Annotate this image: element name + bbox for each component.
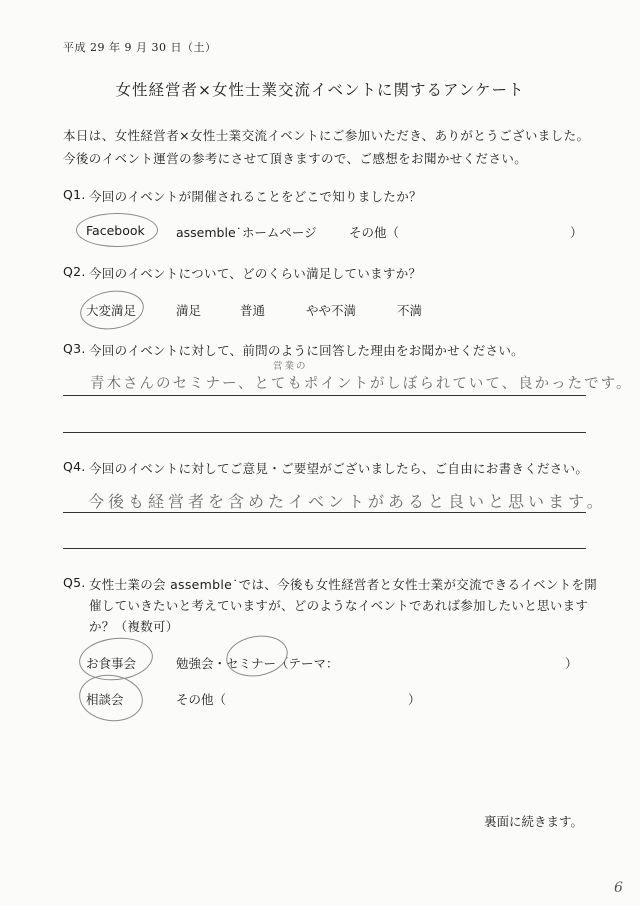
q5-consultation-selection-circle xyxy=(76,671,146,725)
page-number: 6 xyxy=(614,880,623,896)
q1-text: 今回のイベントが開催されることをどこで知りましたか？ xyxy=(89,189,422,204)
q5-option-consultation[interactable]: 相談会 xyxy=(86,692,124,707)
q3-text: 今回のイベントに対して、前問のように回答した理由をお聞かせください。 xyxy=(89,343,524,358)
q2-text: 今回のイベントについて、どのくらい満足していますか？ xyxy=(89,266,422,281)
q2-option-neutral[interactable]: 普通 xyxy=(240,303,266,318)
q1-option-facebook[interactable]: Facebook xyxy=(86,223,145,238)
q2-selection-circle xyxy=(78,287,147,334)
q4-answer-line-1[interactable] xyxy=(63,512,586,513)
date: 平成 29 年 9 月 30 日（土） xyxy=(63,41,217,54)
q3-answer: 青木さんのセミナー、とてもポイントがしぼられていて、良かったです。 xyxy=(90,376,633,392)
q1-option-homepage[interactable]: assemble˙ホームページ xyxy=(176,225,317,240)
q5-option-other[interactable]: その他（ xyxy=(176,692,227,707)
q2-option-somewhat-dissatisfied[interactable]: やや不満 xyxy=(306,303,357,318)
q3-answer-line-2[interactable] xyxy=(63,432,586,433)
q2-option-satisfied[interactable]: 満足 xyxy=(176,303,202,318)
q4-text: 今回のイベントに対してご意見・ご要望がございましたら、ご自由にお書きください。 xyxy=(89,461,589,476)
q5-text-line-1: 女性士業の会 assemble˙では、今後も女性経営者と女性士業が交流できるイベントを開 xyxy=(89,577,598,592)
q4-answer: 今後も経営者を含めたイベントがあると良いと思います。 xyxy=(88,492,607,511)
q3-label: Q3. xyxy=(63,341,86,356)
q4-answer-line-2[interactable] xyxy=(63,548,586,549)
q3-answer-line-1[interactable] xyxy=(63,395,586,396)
q1-label: Q1. xyxy=(63,187,86,202)
q5-seminar-selection-circle xyxy=(223,631,291,681)
q5-option-dinner[interactable]: お食事会 xyxy=(86,656,137,671)
intro-line-2: 今後のイベント運営の参考にさせて頂きますので、ご感想をお聞かせください。 xyxy=(63,151,528,166)
q2-label: Q2. xyxy=(63,264,86,279)
q1-option-other[interactable]: その他（ xyxy=(349,225,400,240)
q5-option-other-close: ） xyxy=(408,692,421,707)
q1-option-other-close: ） xyxy=(570,225,583,240)
intro-line-1: 本日は、女性経営者×女性士業交流イベントにご参加いただき、ありがとうございました。 xyxy=(63,128,590,143)
q2-option-dissatisfied[interactable]: 不満 xyxy=(397,303,423,318)
q4-label: Q4. xyxy=(63,459,86,474)
q5-option-seminar[interactable]: 勉強会・セミナー（テーマ： xyxy=(176,656,339,671)
continue-note: 裏面に続きます。 xyxy=(484,814,584,829)
q3-answer-insert: 営業の xyxy=(273,361,308,372)
q5-text-line-3: か？（複数可） xyxy=(89,619,179,634)
page-title: 女性経営者×女性士業交流イベントに関するアンケート xyxy=(115,81,525,99)
q5-label: Q5. xyxy=(63,575,86,590)
q5-text-line-2: 催していきたいと考えていますが、どのようなイベントであれば参加したいと思います xyxy=(89,598,589,613)
q5-option-seminar-close: ） xyxy=(565,656,578,671)
q1-selection-circle xyxy=(76,213,158,247)
q2-option-very-satisfied[interactable]: 大変満足 xyxy=(86,303,137,318)
